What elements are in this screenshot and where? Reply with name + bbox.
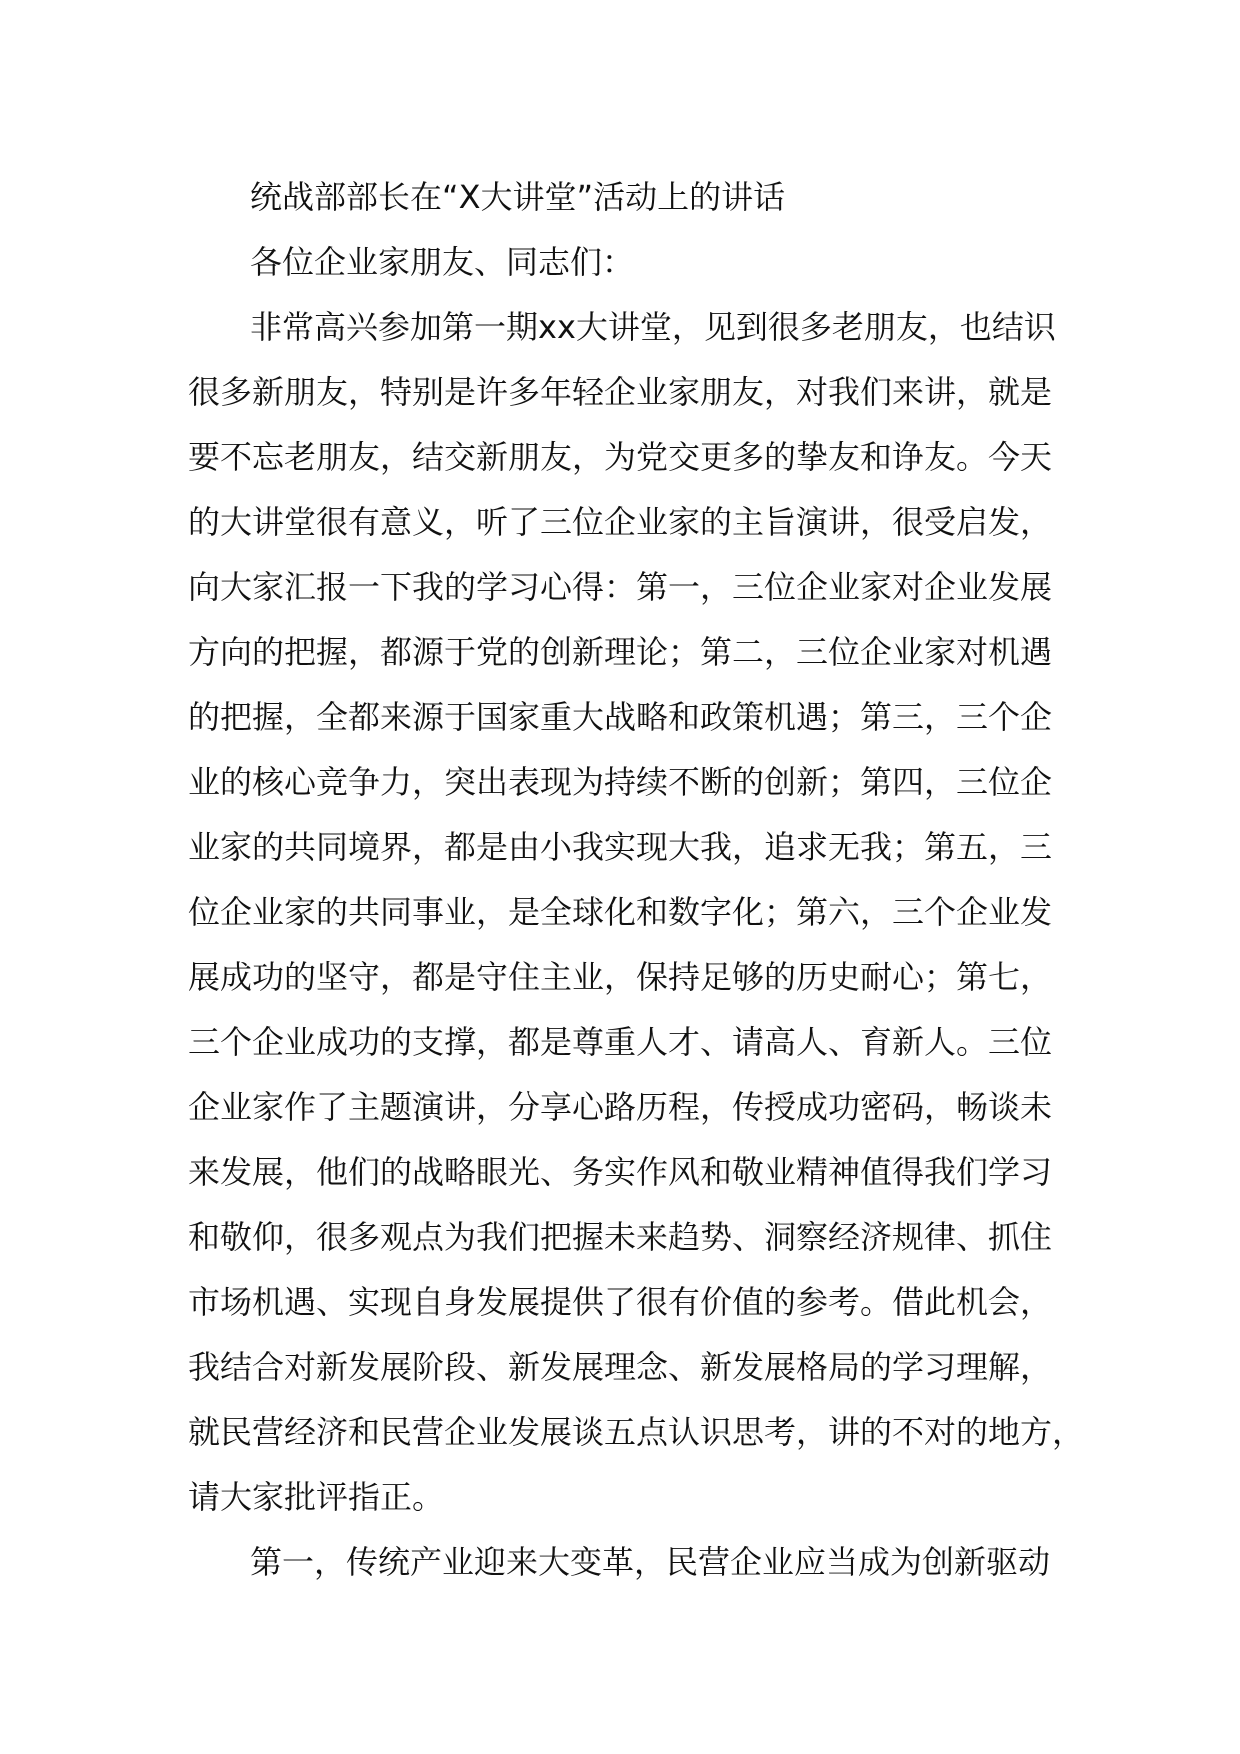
document-title: 统战部部长在“X大讲堂”活动上的讲话 — [250, 178, 786, 216]
paragraph-1-line: 请大家批评指正。 — [188, 1478, 445, 1516]
paragraph-1-line: 企业家作了主题演讲，分享心路历程，传授成功密码，畅谈未 — [188, 1088, 1053, 1126]
paragraph-1-line: 业的核心竞争力，突出表现为持续不断的创新；第四，三位企 — [188, 763, 1053, 801]
paragraph-1-line: 三个企业成功的支撑，都是尊重人才、请高人、育新人。三位 — [188, 1023, 1053, 1061]
document-body — [188, 165, 1085, 1595]
paragraph-2-line: 第一，传统产业迎来大变革，民营企业应当成为创新驱动 — [250, 1543, 1051, 1581]
paragraph-1-line: 来发展，他们的战略眼光、务实作风和敬业精神值得我们学习 — [188, 1153, 1053, 1191]
paragraph-1-line: 的把握，全都来源于国家重大战略和政策机遇；第三，三个企 — [188, 698, 1053, 736]
paragraph-1-line: 业家的共同境界，都是由小我实现大我，追求无我；第五，三 — [188, 828, 1053, 866]
paragraph-1-line: 市场机遇、实现自身发展提供了很有价值的参考。借此机会， — [188, 1283, 1053, 1321]
paragraph-1-line: 要不忘老朋友，结交新朋友，为党交更多的挚友和诤友。今天 — [188, 438, 1053, 476]
paragraph-1-line: 的大讲堂很有意义，听了三位企业家的主旨演讲，很受启发， — [188, 503, 1053, 541]
paragraph-1-line: 展成功的坚守，都是守住主业，保持足够的历史耐心；第七， — [188, 958, 1053, 996]
paragraph-1-line: 就民营经济和民营企业发展谈五点认识思考，讲的不对的地方， — [188, 1413, 1085, 1451]
paragraph-1-line: 和敬仰，很多观点为我们把握未来趋势、洞察经济规律、抓住 — [188, 1218, 1053, 1256]
paragraph-1-line: 方向的把握，都源于党的创新理论；第二，三位企业家对机遇 — [188, 633, 1053, 671]
paragraph-1-line: 向大家汇报一下我的学习心得：第一，三位企业家对企业发展 — [188, 568, 1053, 606]
paragraph-1-line: 位企业家的共同事业，是全球化和数字化；第六，三个企业发 — [188, 893, 1053, 931]
paragraph-1-line: 很多新朋友，特别是许多年轻企业家朋友，对我们来讲，就是 — [188, 373, 1053, 411]
paragraph-1 — [188, 295, 1085, 1530]
paragraph-1-line: 非常高兴参加第一期xx大讲堂，见到很多老朋友，也结识 — [250, 308, 1056, 346]
salutation: 各位企业家朋友、同志们： — [250, 243, 635, 281]
paragraph-1-line: 我结合对新发展阶段、新发展理念、新发展格局的学习理解， — [188, 1348, 1053, 1386]
